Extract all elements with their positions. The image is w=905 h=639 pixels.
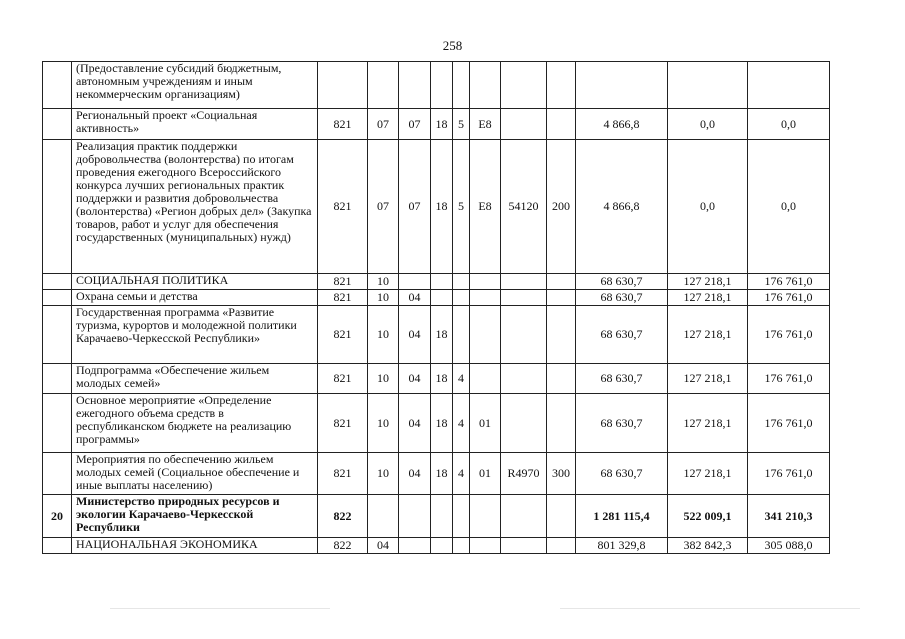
year2-amount: 127 218,1 [668, 394, 748, 453]
item-name: Подпрограмма «Обеспечение жильем молодых семей» [72, 364, 318, 394]
year1-amount: 1 281 115,4 [576, 495, 668, 538]
direction-code: R4970 [501, 453, 547, 495]
ministry-code: 821 [318, 364, 368, 394]
table-row [43, 274, 830, 290]
item-name: (Предоставление субсидий бюджетным, автономным учреждениям и иным некоммерческим организациям) [72, 62, 318, 109]
year2-amount: 522 009,1 [668, 495, 748, 538]
row-number: 20 [43, 495, 72, 538]
direction-code [501, 394, 547, 453]
row-number [43, 140, 72, 274]
year2-amount: 127 218,1 [668, 290, 748, 306]
subprogram-code [453, 306, 470, 364]
subsection-code: 04 [399, 453, 431, 495]
subprogram-code [453, 290, 470, 306]
section-code [368, 495, 399, 538]
item-name: Министерство природных ресурсов и экологии Карачаево-Черкесской Республики [72, 495, 318, 538]
row-number [43, 538, 72, 554]
subprogram-code: 5 [453, 109, 470, 140]
subsection-code: 04 [399, 394, 431, 453]
ministry-code: 821 [318, 453, 368, 495]
table-row [43, 453, 830, 495]
subprogram-code: 4 [453, 394, 470, 453]
year1-amount: 68 630,7 [576, 306, 668, 364]
section-code: 10 [368, 274, 399, 290]
ministry-code: 821 [318, 274, 368, 290]
expense-type-code: 300 [547, 453, 576, 495]
expense-type-code [547, 394, 576, 453]
subprogram-code: 5 [453, 140, 470, 274]
program-code: 18 [431, 306, 453, 364]
section-code [368, 62, 399, 109]
table-row [43, 538, 830, 554]
year2-amount: 127 218,1 [668, 364, 748, 394]
event-code: E8 [470, 109, 501, 140]
direction-code: 54120 [501, 140, 547, 274]
item-name: Мероприятия по обеспечению жильем молодых семей (Социальное обеспечение и иные выплаты населению) [72, 453, 318, 495]
event-code [470, 538, 501, 554]
event-code [470, 290, 501, 306]
event-code [470, 306, 501, 364]
event-code [470, 274, 501, 290]
section-code: 10 [368, 290, 399, 306]
page-number: 258 [442, 38, 463, 53]
subsection-code: 04 [399, 306, 431, 364]
year1-amount: 68 630,7 [576, 364, 668, 394]
year2-amount: 0,0 [668, 109, 748, 140]
section-code: 10 [368, 394, 399, 453]
year3-amount: 176 761,0 [748, 453, 830, 495]
direction-code [501, 364, 547, 394]
row-number [43, 290, 72, 306]
subsection-code: 04 [399, 364, 431, 394]
expense-type-code: 200 [547, 140, 576, 274]
year3-amount: 305 088,0 [748, 538, 830, 554]
year1-amount: 4 866,8 [576, 140, 668, 274]
event-code: 01 [470, 394, 501, 453]
year2-amount: 127 218,1 [668, 453, 748, 495]
ministry-code: 821 [318, 394, 368, 453]
year2-amount: 127 218,1 [668, 306, 748, 364]
subsection-code [399, 274, 431, 290]
direction-code [501, 109, 547, 140]
subprogram-code [453, 495, 470, 538]
program-code: 18 [431, 140, 453, 274]
expense-type-code [547, 62, 576, 109]
year3-amount: 176 761,0 [748, 394, 830, 453]
year3-amount: 176 761,0 [748, 306, 830, 364]
ministry-code: 822 [318, 495, 368, 538]
item-name: Государственная программа «Развитие туризма, курортов и молодежной политики Карачаево-Черкесской Республики» [72, 306, 318, 364]
year1-amount: 801 329,8 [576, 538, 668, 554]
table-row [43, 306, 830, 364]
event-code [470, 364, 501, 394]
program-code: 18 [431, 364, 453, 394]
direction-code [501, 274, 547, 290]
table-row [43, 140, 830, 274]
section-code: 04 [368, 538, 399, 554]
scan-artifact-line [560, 608, 860, 609]
expense-type-code [547, 538, 576, 554]
year3-amount: 341 210,3 [748, 495, 830, 538]
program-code [431, 290, 453, 306]
section-code: 07 [368, 109, 399, 140]
year1-amount: 68 630,7 [576, 274, 668, 290]
item-name: Региональный проект «Социальная активность» [72, 109, 318, 140]
year2-amount: 127 218,1 [668, 274, 748, 290]
year2-amount: 0,0 [668, 140, 748, 274]
year1-amount: 4 866,8 [576, 109, 668, 140]
section-code: 10 [368, 306, 399, 364]
program-code [431, 495, 453, 538]
subprogram-code [453, 62, 470, 109]
program-code: 18 [431, 394, 453, 453]
subsection-code: 07 [399, 109, 431, 140]
subsection-code: 07 [399, 140, 431, 274]
year1-amount [576, 62, 668, 109]
expense-type-code [547, 364, 576, 394]
direction-code [501, 306, 547, 364]
item-name: Охрана семьи и детства [72, 290, 318, 306]
direction-code [501, 290, 547, 306]
subprogram-code: 4 [453, 364, 470, 394]
program-code [431, 538, 453, 554]
section-code: 07 [368, 140, 399, 274]
event-code: 01 [470, 453, 501, 495]
table-row [43, 109, 830, 140]
expense-type-code [547, 109, 576, 140]
row-number [43, 109, 72, 140]
ministry-code: 822 [318, 538, 368, 554]
year3-amount [748, 62, 830, 109]
item-name: НАЦИОНАЛЬНАЯ ЭКОНОМИКА [72, 538, 318, 554]
ministry-code: 821 [318, 306, 368, 364]
ministry-code [318, 62, 368, 109]
row-number [43, 62, 72, 109]
direction-code [501, 495, 547, 538]
program-code: 18 [431, 453, 453, 495]
year3-amount: 176 761,0 [748, 364, 830, 394]
table-row [43, 394, 830, 453]
year3-amount: 176 761,0 [748, 290, 830, 306]
subprogram-code [453, 274, 470, 290]
year3-amount: 176 761,0 [748, 274, 830, 290]
subprogram-code [453, 538, 470, 554]
subsection-code [399, 495, 431, 538]
subprogram-code: 4 [453, 453, 470, 495]
direction-code [501, 538, 547, 554]
table-row [43, 62, 830, 109]
program-code [431, 62, 453, 109]
subsection-code: 04 [399, 290, 431, 306]
direction-code [501, 62, 547, 109]
section-code: 10 [368, 364, 399, 394]
item-name: Реализация практик поддержки добровольчества (волонтерства) по итогам проведения ежегодного Всероссийского конкурса лучших региональных практик поддержки и развития добровольчества (волонтерства) «Регион добрых дел» (Закупка товаров, работ и услуг для обеспечения государственных (муниципальных) нужд) [72, 140, 318, 274]
year3-amount: 0,0 [748, 109, 830, 140]
table-row [43, 290, 830, 306]
section-code: 10 [368, 453, 399, 495]
event-code [470, 495, 501, 538]
expense-type-code [547, 290, 576, 306]
year1-amount: 68 630,7 [576, 453, 668, 495]
program-code [431, 274, 453, 290]
year2-amount [668, 62, 748, 109]
expense-type-code [547, 495, 576, 538]
event-code: E8 [470, 140, 501, 274]
subsection-code [399, 62, 431, 109]
row-number [43, 394, 72, 453]
scan-artifact-line [110, 608, 330, 609]
program-code: 18 [431, 109, 453, 140]
expense-type-code [547, 274, 576, 290]
row-number [43, 306, 72, 364]
item-name: СОЦИАЛЬНАЯ ПОЛИТИКА [72, 274, 318, 290]
ministry-code: 821 [318, 109, 368, 140]
year3-amount: 0,0 [748, 140, 830, 274]
subsection-code [399, 538, 431, 554]
row-number [43, 453, 72, 495]
year1-amount: 68 630,7 [576, 290, 668, 306]
year1-amount: 68 630,7 [576, 394, 668, 453]
ministry-code: 821 [318, 140, 368, 274]
budget-table [42, 61, 830, 554]
table-row [43, 495, 830, 538]
year2-amount: 382 842,3 [668, 538, 748, 554]
item-name: Основное мероприятие «Определение ежегодного объема средств в республиканском бюджете на реализацию программы» [72, 394, 318, 453]
expense-type-code [547, 306, 576, 364]
event-code [470, 62, 501, 109]
row-number [43, 274, 72, 290]
table-row [43, 364, 830, 394]
ministry-code: 821 [318, 290, 368, 306]
row-number [43, 364, 72, 394]
